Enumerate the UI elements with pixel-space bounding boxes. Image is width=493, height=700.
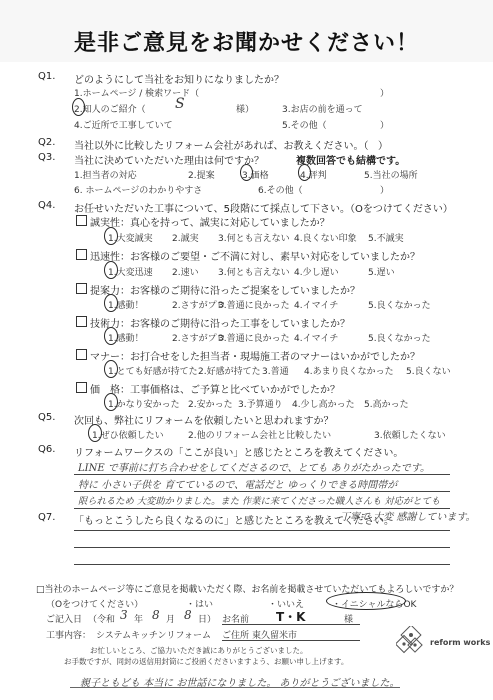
q5-number: Q5.: [38, 412, 56, 423]
q1-option-2-circle: [72, 98, 85, 116]
consent-question-text: 当社のホームページ等にご意見を掲載いただく際、お名前を掲載させていただいてもよろしいですか？: [44, 585, 459, 595]
q4-row-3-option-4: 4.イマイチ: [294, 301, 339, 311]
q1-option-2-close: 様）: [236, 105, 255, 115]
consent-initials-circle: [326, 592, 406, 610]
q6-rule-2: [74, 491, 450, 492]
q4-row-2-marker: [76, 249, 87, 260]
q4-row-6-label: 価 格：工事価格は、ご予算と比べていかがでしたか？: [90, 385, 340, 396]
q4-row-1-marker: [76, 215, 87, 226]
thanks-line-1: お忙しいところ、ご協力いただき誠にありがとうございました。: [90, 646, 308, 655]
q1-referrer-handwriting: S: [175, 96, 185, 112]
address-underline: [222, 640, 360, 641]
q3-question: 当社に決めていただいた理由は何ですか？: [74, 156, 264, 167]
q4-row-2-option-2: 2.速い: [172, 268, 199, 278]
q4-row-6-option-3: 3.予算通り: [238, 400, 283, 410]
q6-answer-line-2: 特に 小さい子供を 育てているので、電話だと ゆっくりできる時間帯が: [78, 480, 398, 491]
name-label: お名前: [222, 615, 250, 625]
q4-question: お任せいただいた工事について、5段階にて採点して下さい。（Oをつけてください）: [74, 204, 453, 215]
q4-row-5-marker: [76, 349, 87, 360]
q4-row-3-option-1: 1.感動！: [108, 301, 144, 311]
name-suffix: 様: [344, 615, 354, 625]
q1-option-5-close: ）: [380, 121, 390, 131]
q4-row-1-option-3: 3.何とも言えない: [218, 234, 290, 244]
q3-number: Q3.: [38, 152, 56, 163]
q4-number: Q4.: [38, 200, 56, 211]
q2-question: 当社以外に比較したリフォーム会社があれば、お教えください。（: [74, 141, 369, 152]
q4-row-3-option-3: 3.普通に良かった: [218, 301, 290, 311]
q4-row-5-option-3: 3.普通: [262, 367, 289, 377]
q3-option-3-circle: [240, 164, 253, 181]
q3-option-4: 4.評判: [300, 171, 327, 181]
date-era: （令和: [88, 615, 116, 625]
q3-option-4-circle: [298, 164, 311, 181]
page-title: 是非ご意見をお聞かせください！: [73, 31, 419, 56]
logo-text: reform works: [430, 638, 491, 647]
q3-option-5: 5.当社の場所: [364, 171, 418, 181]
q3-option-3: 3.価格: [242, 171, 269, 181]
work-label: 工事内容：: [46, 631, 92, 641]
q4-row-2-option-1: 1.大変迅速: [108, 268, 153, 278]
q4-row-3-label: 提案力：お客様のご期待に沿ったご提案をしていましたか？: [90, 286, 360, 297]
q4-row-1-option-4: 4.良くない印象: [294, 234, 357, 244]
q3-option-7: 6.その他（: [258, 186, 303, 196]
q4-row-6-option-2: 2.安かった: [188, 400, 233, 410]
q3-option-6: 6. ホームページのわかりやすさ: [74, 186, 203, 196]
q4-row-4-marker: [76, 316, 87, 327]
q4-row-4-option-1: 1.感動！: [108, 334, 144, 344]
q2-close: ）: [378, 141, 388, 152]
q7-rule-2: [74, 547, 450, 548]
q4-row-1-option-1: 1.大変誠実: [108, 234, 153, 244]
q4-row-4-option-5: 5.良くなかった: [368, 334, 431, 344]
q3-note: 複数回答でも結構です。: [296, 156, 406, 167]
q4-row-6-option-5: 5.高かった: [364, 400, 409, 410]
q3-option-7-close: ）: [380, 186, 390, 196]
q4-row-3-option-2: 2.さすがプロ: [172, 301, 226, 311]
q4-row-6-option-1: 1.かなり安かった: [108, 400, 180, 410]
q6-question: リフォームワークスの「ここが良い」と感じたところを教えてください。: [74, 448, 404, 459]
q7-number: Q7.: [38, 512, 56, 523]
consent-hint: （Oをつけてください）: [46, 600, 144, 610]
q4-row-5-option-2: 2.好感が持てた: [198, 367, 261, 377]
q4-row-6-marker: [76, 382, 87, 393]
q4-row-2-label: 迅速性：お客様のご要望・ご不満に対し、素早い対応をしていましたか？: [90, 252, 420, 263]
q4-row-5-option-5: 5.良くない: [406, 367, 451, 377]
address-label: ご住所: [222, 631, 250, 641]
q4-row-6-option-4: 4.少し高かった: [292, 400, 355, 410]
q4-row-5-option-1: 1.とても好感が持てた: [108, 367, 198, 377]
q4-row-1-circle: [104, 227, 118, 245]
q4-row-4-label: 技術力：お客様のご期待に沿った工事をしていましたか？: [90, 319, 350, 330]
q4-row-3-option-5: 5.良くなかった: [368, 301, 431, 311]
q4-row-4-option-4: 4.イマイチ: [294, 334, 339, 344]
q4-row-2-option-3: 3.何とも言えない: [218, 268, 290, 278]
name-value: T・K: [276, 610, 306, 624]
q7-question: 「もっとこうしたら良くなるのに」と感じたところを教えてください。: [74, 516, 394, 527]
q6-rule-1: [74, 474, 450, 475]
consent-yes: ・はい: [186, 600, 214, 610]
date-month: 8: [152, 608, 160, 622]
address-value: 東久留米市: [252, 631, 298, 641]
q4-row-4-option-3: 3.普通に良かった: [218, 334, 290, 344]
footer-handwriting: 親子ともども 本当に お世話になりました。 ありがとうございました。: [80, 678, 400, 689]
q5-option-1: 1.ぜひ依頼したい: [92, 431, 164, 441]
q5-question: 次回も、弊社にリフォームを依頼したいと思われますか？: [74, 416, 334, 427]
q4-row-3-marker: [76, 283, 87, 294]
q4-row-3-circle: [104, 294, 118, 312]
q5-option-3: 3.依頼したくない: [374, 431, 446, 441]
q4-row-6-circle: [104, 393, 118, 411]
q3-option-1: 1.担当者の対応: [74, 171, 137, 181]
consent-initials: ・イニシャルならOK: [332, 600, 417, 610]
reform-works-logo: [396, 626, 491, 666]
date-day-unit: 日）: [198, 615, 217, 625]
q4-row-5-option-4: 4.あまり良くなかった: [304, 367, 394, 377]
q4-row-5-circle: [104, 360, 118, 378]
q1-option-4: 4.ご近所で工事していて: [74, 121, 173, 131]
consent-no: ・いいえ: [268, 600, 305, 610]
q1-option-1: 1.ホームページ / 検索ワード（: [74, 89, 200, 99]
date-day: 8: [184, 608, 192, 622]
q7-answer: 丁寧で 大変 感謝しています。: [340, 512, 476, 523]
q1-number: Q1.: [38, 71, 56, 82]
q4-row-1-label: 誠実性：真心を持って、誠実に対応していましたか？: [90, 218, 330, 229]
q1-option-5: 5.その他（: [282, 121, 327, 131]
q2-number: Q2.: [38, 137, 56, 148]
q4-row-4-option-2: 2.さすがプロ: [172, 334, 226, 344]
q4-row-4-circle: [104, 327, 118, 345]
q3-option-2: 2.提案: [188, 171, 215, 181]
q5-circle: [88, 424, 102, 442]
date-label: ご記入日: [46, 615, 83, 625]
date-month-unit: 月: [166, 615, 176, 625]
q7-rule-3: [74, 564, 450, 565]
name-underline: [222, 624, 360, 625]
q1-option-2: 2.知人のご紹介（: [74, 105, 146, 115]
q1-question: どのようにして当社をお知りになりましたか？: [74, 75, 284, 86]
q4-row-2-circle: [104, 261, 118, 279]
work-value: システムキッチンリフォーム: [96, 631, 212, 641]
q4-row-2-option-5: 5.遅い: [368, 268, 395, 278]
q4-row-1-option-2: 2.誠実: [172, 234, 199, 244]
thanks-line-2: お手数ですが、同封の返信用封筒にご投函くださいますよう、お願い申し上げます。: [64, 657, 349, 666]
date-year: 3: [120, 608, 128, 622]
q6-answer-line-1: LINE で事前に打ち合わせをしてくださるので、とても ありがたかったです。: [78, 463, 430, 474]
q6-number: Q6.: [38, 444, 56, 455]
q4-row-1-option-5: 5.不誠実: [368, 234, 404, 244]
q6-answer-line-3: 限られるため 大変助かりました。また 作業に来てくださった職人さんも 対応がとても: [78, 496, 441, 507]
q4-row-5-label: マナー：お打合せをした担当者・現場施工者のマナーはいかがでしたか？: [90, 352, 420, 363]
q4-row-2-option-4: 4.少し遅い: [294, 268, 339, 278]
q7-rule-1: [74, 530, 450, 531]
q1-option-1-close: ）: [380, 89, 390, 99]
q5-option-2: 2.他のリフォーム会社と比較したい: [188, 431, 332, 441]
consent-question: □当社のホームページ等にご意見を掲載いただく際、お名前を掲載させていただいてもよろしいですか？: [36, 585, 459, 595]
q1-option-3: 3.お店の前を通って: [282, 105, 363, 115]
date-year-unit: 年: [134, 615, 144, 625]
